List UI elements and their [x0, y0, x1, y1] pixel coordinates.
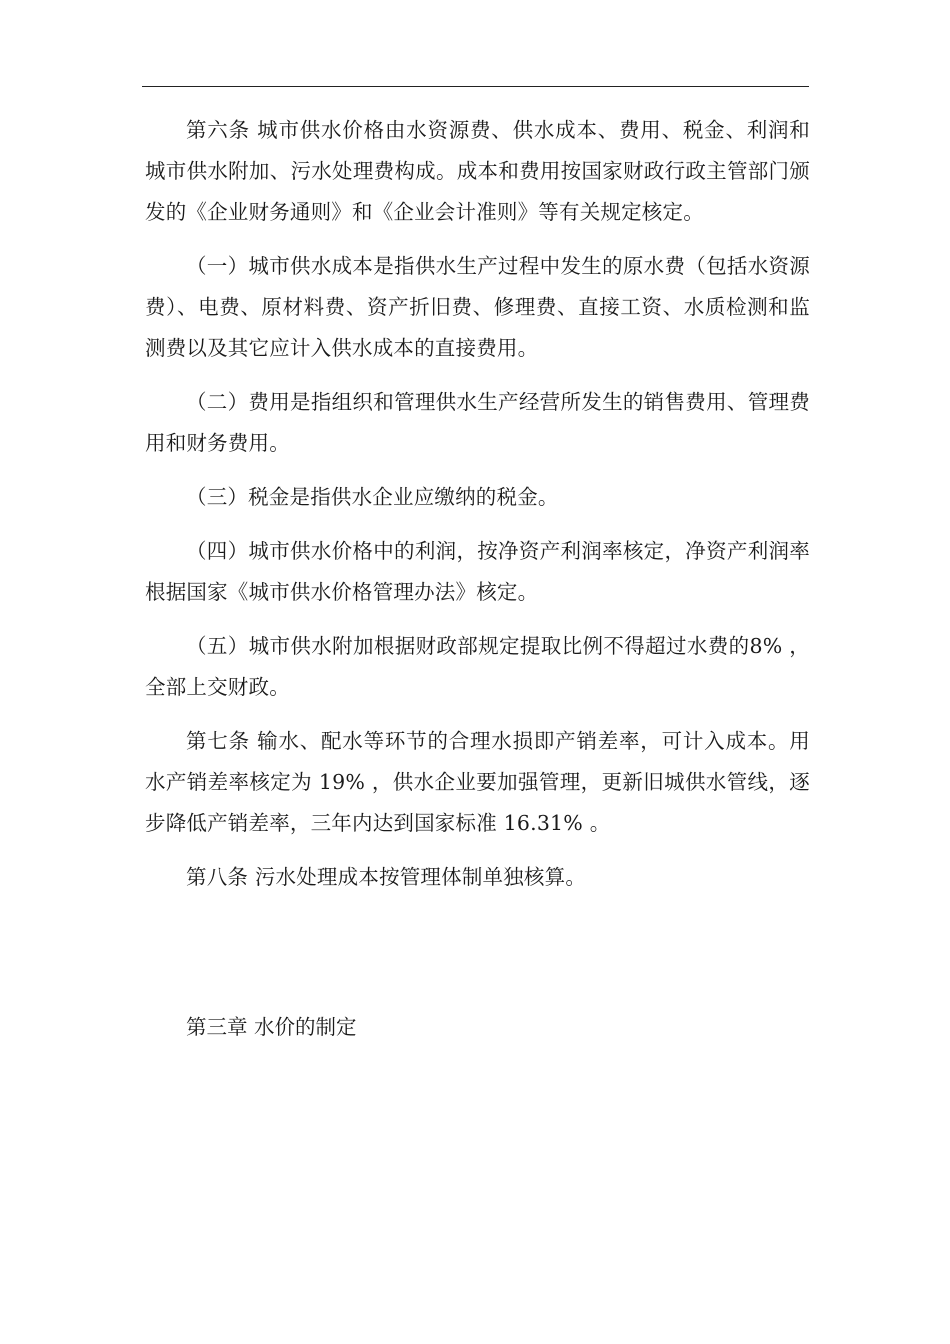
clause-4-profit: （四）城市供水价格中的利润，按净资产利润率核定，净资产利润率根据国家《城市供水价格管理办法》核定。: [145, 539, 810, 604]
clause-1-supply-cost: （一）城市供水成本是指供水生产过程中发生的原水费（包括水资源费）、电费、原材料费、资产折旧费、修理费、直接工资、水质检测和监测费以及其它应计入供水成本的直接费用。: [145, 254, 810, 360]
header-rule: [142, 86, 809, 87]
article-8: 第八条 污水处理成本按管理体制单独核算。: [186, 865, 587, 889]
document-body: [145, 110, 810, 1048]
clause-2-expenses: （二）费用是指组织和管理供水生产经营所发生的销售费用、管理费用和财务费用。: [145, 390, 810, 455]
section-spacer: [145, 911, 810, 1007]
article-7: 第七条 输水、配水等环节的合理水损即产销差率，可计入成本。用水产销差率核定为 19% ，供水企业要加强管理，更新旧城供水管线，逐步降低产销差率，三年内达到国家标准 16.31% 。: [145, 729, 810, 835]
chapter-heading: 第三章 水价的制定: [186, 1015, 357, 1039]
clause-3-taxes: （三）税金是指供水企业应缴纳的税金。: [186, 485, 559, 509]
clause-5-surcharge: （五）城市供水附加根据财政部规定提取比例不得超过水费的8% ，全部上交财政。: [145, 634, 810, 699]
article-6: 第六条 城市供水价格由水资源费、供水成本、费用、税金、利润和城市供水附加、污水处理费构成。成本和费用按国家财政行政主管部门颁发的《企业财务通则》和《企业会计准则》等有关规定核定。: [145, 118, 810, 224]
